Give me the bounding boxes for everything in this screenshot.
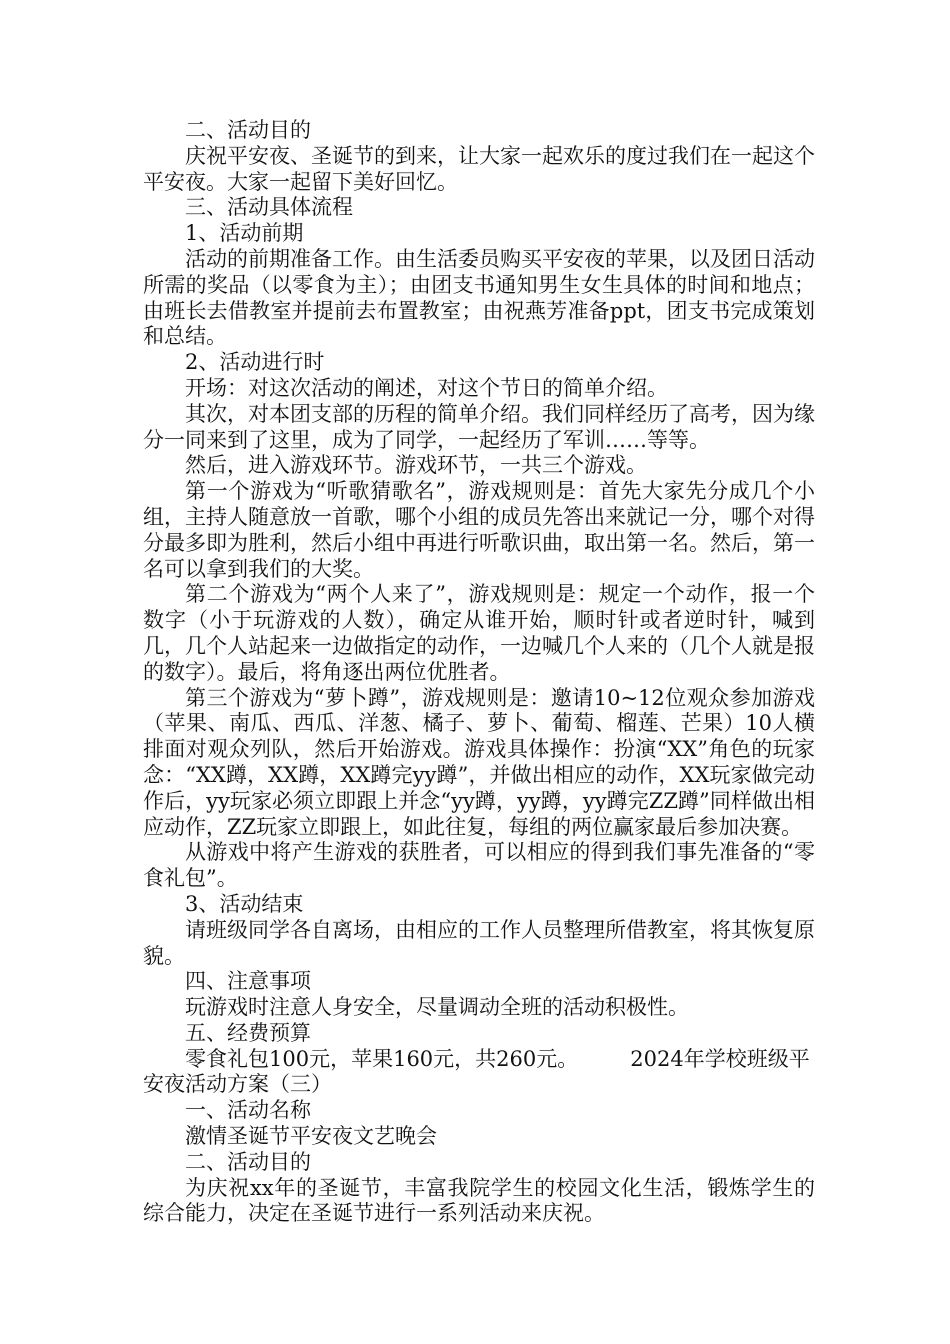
paragraph-games-intro: 然后，进入游戏环节。游戏环节，一共三个游戏。 [185,453,647,478]
paragraph-opening: 开场：对这次活动的阐述，对这个节日的简单介绍。 [185,375,668,400]
heading-activity-process: 三、活动具体流程 [185,195,353,220]
document-body [143,118,815,1227]
heading-activity-purpose: 二、活动目的 [185,118,311,142]
heading-activity-purpose-2: 二、活动目的 [185,1149,311,1174]
paragraph-game-two: 第二个游戏为“两个人来了”，游戏规则是：规定一个动作，报一个数字（小于玩游戏的人数），确定从谁开始，顺时针或者逆时针，喊到几，几个人站起来一边做指定的动作，一边喊几个人来的（几个人就是报的数字）。最后，将角逐出两位优胜者。 [143,582,815,684]
paragraph-purpose: 庆祝平安夜、圣诞节的到来，让大家一起欢乐的度过我们在一起这个平安夜。大家一起留下美好回忆。 [143,143,815,194]
heading-activity-name: 一、活动名称 [185,1098,311,1123]
heading-budget: 五、经费预算 [185,1020,311,1045]
next-plan-title: 2024年学校班级平安夜活动方案（三） [143,1046,810,1097]
paragraph-notes: 玩游戏时注意人身安全，尽量调动全班的活动积极性。 [185,995,689,1020]
subheading-preparation: 1、活动前期 [185,221,304,246]
paragraph-preparation: 活动的前期准备工作。由生活委员购买平安夜的苹果，以及团日活动所需的奖品（以零食为主）；由团支书通知男生女生具体的时间和地点；由班长去借教室并提前去布置教室；由祝燕芳准备ppt，团支书完成策划和总结。 [143,246,815,349]
paragraph-end: 请班级同学各自离场，由相应的工作人员整理所借教室，将其恢复原貌。 [143,917,815,968]
paragraph-game-one: 第一个游戏为“听歌猜歌名”，游戏规则是：首先大家先分成几个小组，主持人随意放一首歌，哪个小组的成员先答出来就记一分，哪个对得分最多即为胜利，然后小组中再进行听歌识曲，取出第一名。然后，第一名可以拿到我们的大奖。 [143,479,815,581]
budget-line: 零食礼包100元，苹果160元，共260元。 [185,1046,579,1071]
paragraph-prizes: 从游戏中将产生游戏的获胜者，可以相应的得到我们事先准备的“零食礼包”。 [143,840,815,891]
paragraph-game-three: 第三个游戏为“萝卜蹲”，游戏规则是：邀请10~12位观众参加游戏（苹果、南瓜、西瓜、洋葱、橘子、萝卜、葡萄、榴莲、芒果）10人横排面对观众列队，然后开始游戏。游戏具体操作：扮演“XX”角色的玩家念：“XX蹲，XX蹲，XX蹲完yy蹲”，并做出相应的动作，XX玩家做完动作后，yy玩家必须立即跟上并念“yy蹲，yy蹲，yy蹲完ZZ蹲”同样做出相应动作，ZZ玩家立即跟上，如此往复，每组的两位赢家最后参加决赛。 [143,685,815,839]
paragraph-budget-and-next-title [143,1047,815,1099]
subheading-in-progress: 2、活动进行时 [185,350,325,375]
paragraph-activity-name: 激情圣诞节平安夜文艺晚会 [185,1124,437,1149]
paragraph-history: 其次，对本团支部的历程的简单介绍。我们同样经历了高考，因为缘分一同来到了这里，成为了同学，一起经历了军训……等等。 [143,401,815,452]
subheading-end: 3、活动结束 [185,891,304,916]
paragraph-purpose-2: 为庆祝xx年的圣诞节，丰富我院学生的校园文化生活，锻炼学生的综合能力，决定在圣诞节进行一系列活动来庆祝。 [143,1175,815,1226]
heading-notes: 四、注意事项 [185,969,311,994]
